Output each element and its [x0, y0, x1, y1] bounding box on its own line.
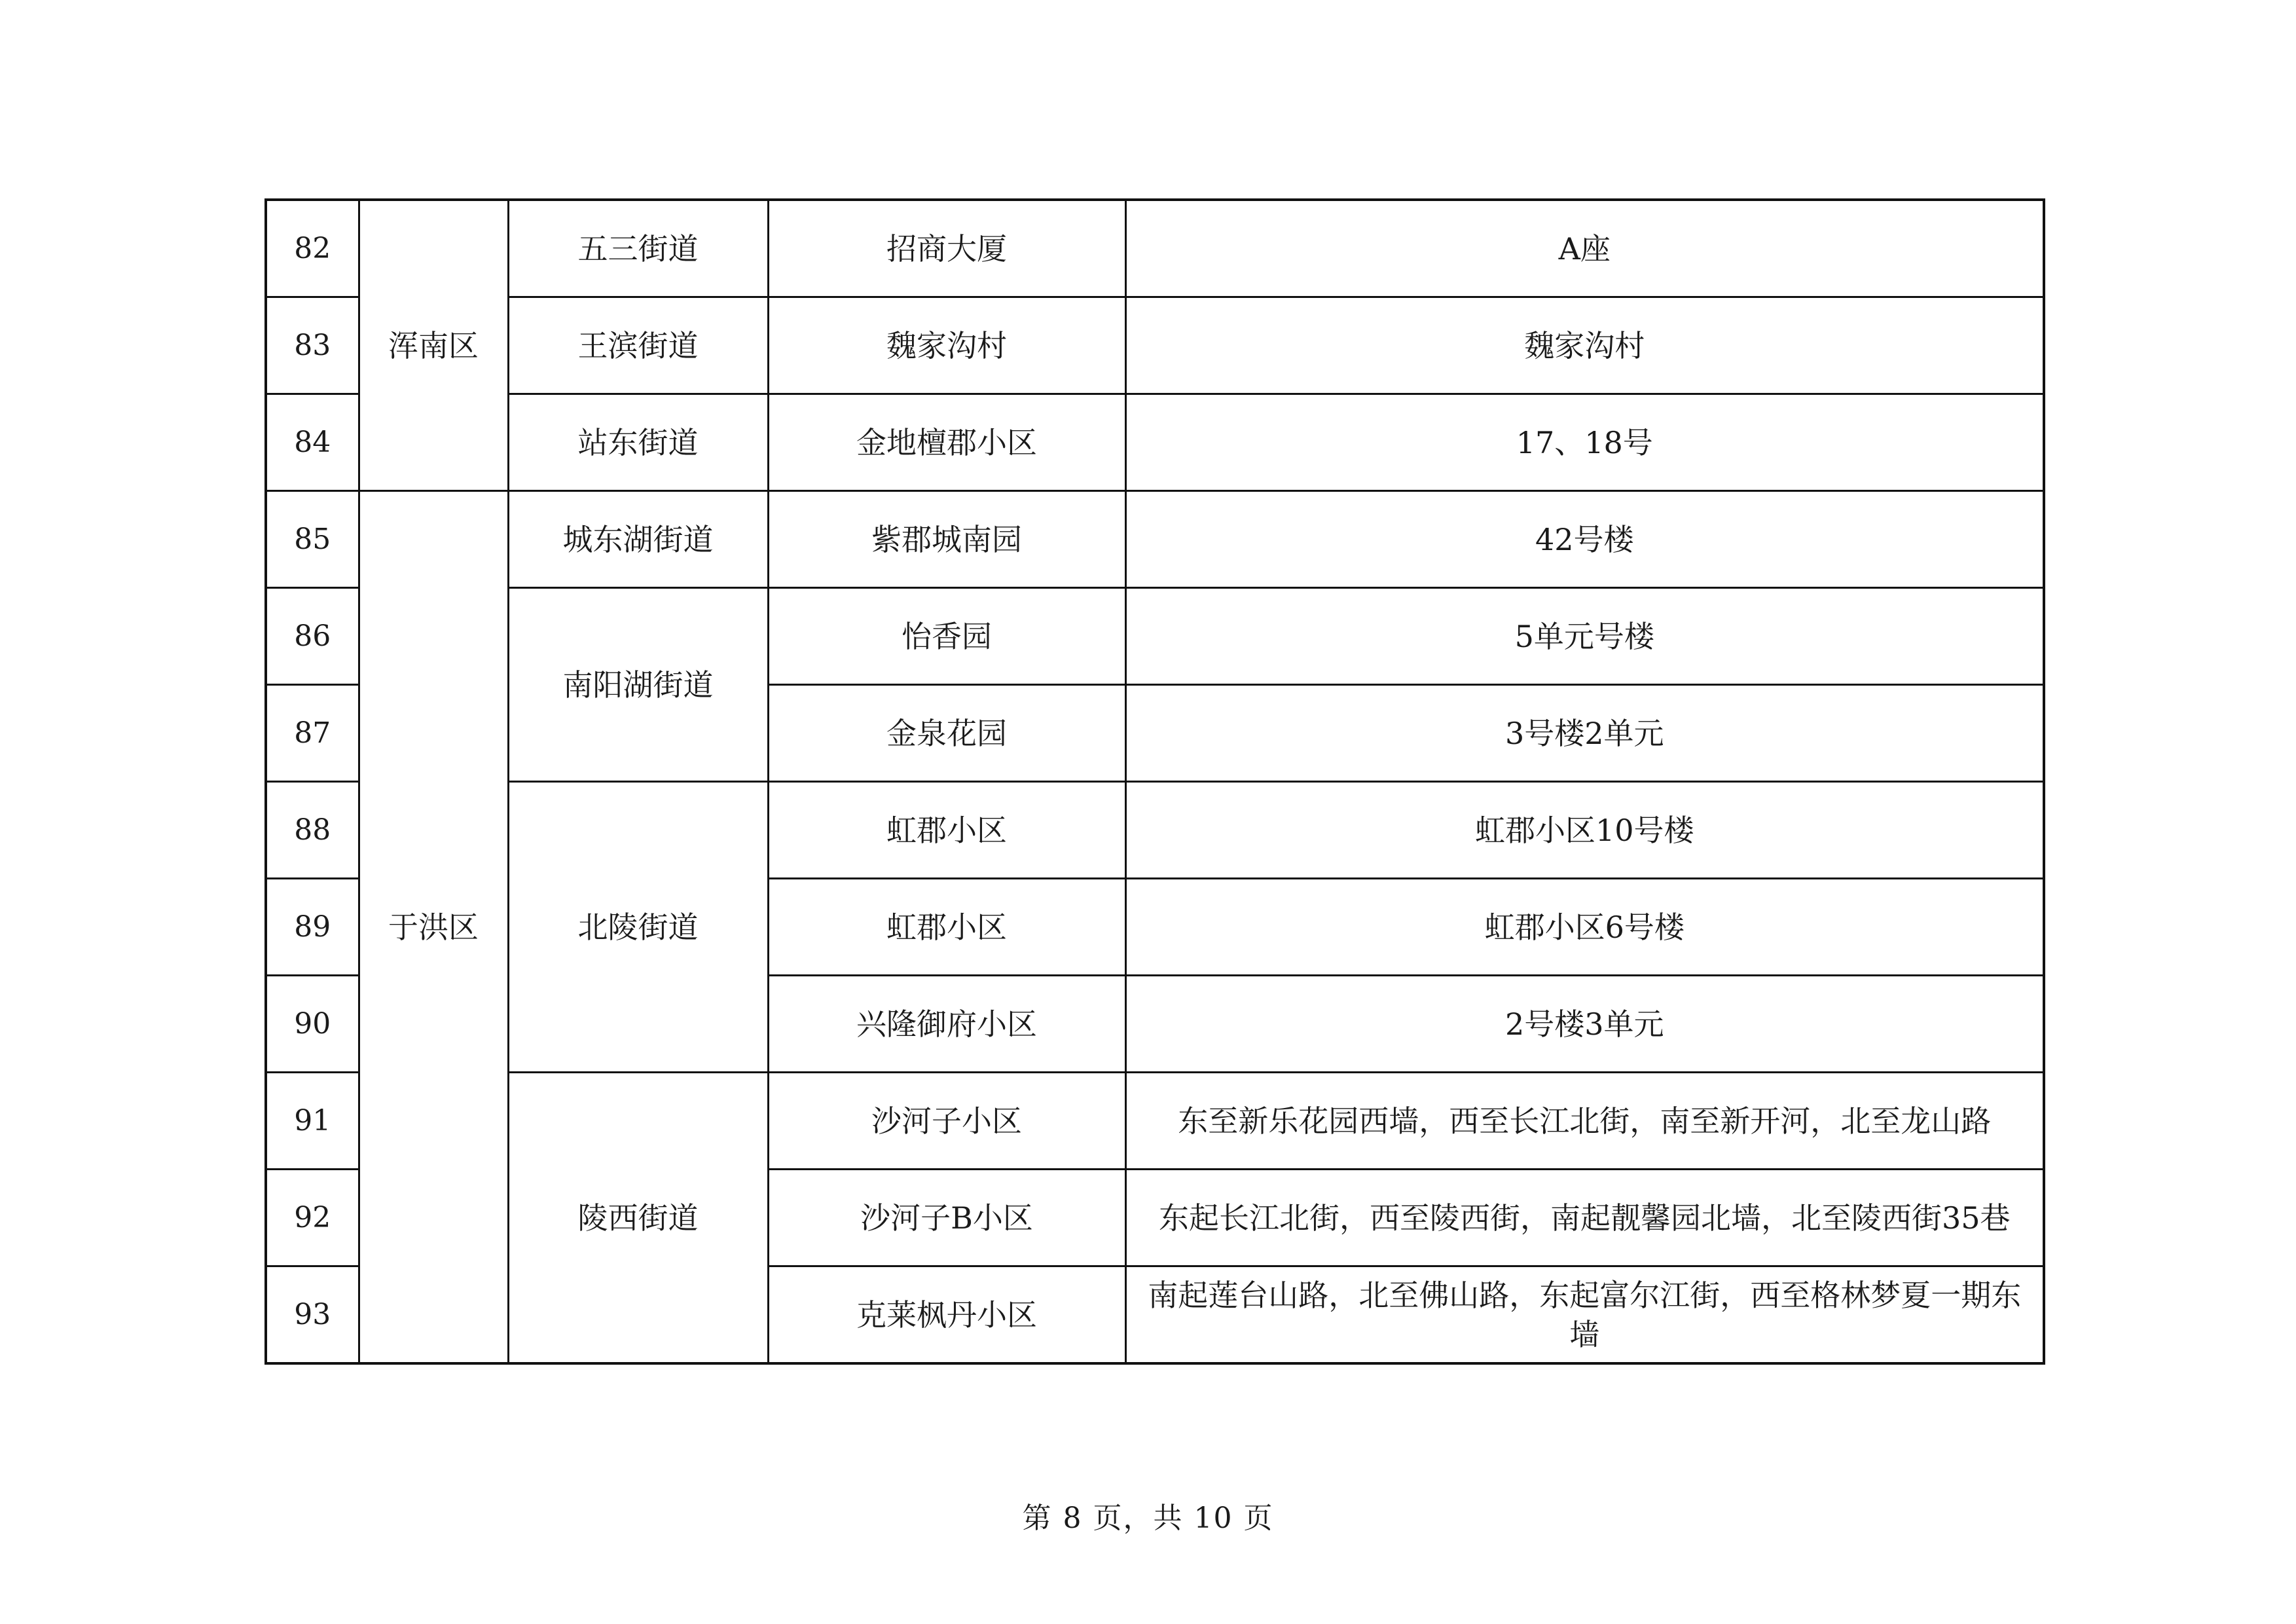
row-number: 86	[266, 588, 359, 685]
location-cell: 虹郡小区6号楼	[1125, 879, 2044, 976]
row-number: 85	[266, 491, 359, 588]
location-cell: 虹郡小区10号楼	[1125, 782, 2044, 879]
community-cell: 招商大厦	[768, 200, 1125, 297]
community-cell: 金泉花园	[768, 685, 1125, 782]
location-cell: 42号楼	[1125, 491, 2044, 588]
table-row	[266, 394, 2044, 491]
row-number: 93	[266, 1266, 359, 1364]
location-cell: 南起莲台山路，北至佛山路，东起富尔江街，西至格林梦夏一期东墙	[1125, 1266, 2044, 1364]
row-number: 92	[266, 1170, 359, 1266]
community-cell: 怡香园	[768, 588, 1125, 685]
community-cell: 沙河子B小区	[768, 1170, 1125, 1266]
location-cell: A座	[1125, 200, 2044, 297]
table-row	[266, 297, 2044, 394]
row-number: 89	[266, 879, 359, 976]
location-cell: 3号楼2单元	[1125, 685, 2044, 782]
community-cell: 兴隆御府小区	[768, 976, 1125, 1073]
street-cell: 北陵街道	[508, 782, 768, 1073]
community-cell: 克莱枫丹小区	[768, 1266, 1125, 1364]
row-number: 88	[266, 782, 359, 879]
location-cell: 东至新乐花园西墙，西至长江北街，南至新开河，北至龙山路	[1125, 1073, 2044, 1170]
row-number: 90	[266, 976, 359, 1073]
location-cell: 魏家沟村	[1125, 297, 2044, 394]
location-cell: 2号楼3单元	[1125, 976, 2044, 1073]
district-cell: 浑南区	[359, 200, 508, 491]
row-number: 91	[266, 1073, 359, 1170]
community-cell: 紫郡城南园	[768, 491, 1125, 588]
street-cell: 王滨街道	[508, 297, 768, 394]
community-cell: 虹郡小区	[768, 782, 1125, 879]
row-number: 82	[266, 200, 359, 297]
street-cell: 南阳湖街道	[508, 588, 768, 782]
table-row	[266, 782, 2044, 879]
table-row	[266, 200, 2044, 297]
location-cell: 17、18号	[1125, 394, 2044, 491]
row-number: 87	[266, 685, 359, 782]
community-cell: 魏家沟村	[768, 297, 1125, 394]
street-cell: 五三街道	[508, 200, 768, 297]
table-row	[266, 491, 2044, 588]
data-table	[264, 198, 2045, 1365]
row-number: 84	[266, 394, 359, 491]
table-row	[266, 588, 2044, 685]
community-cell: 虹郡小区	[768, 879, 1125, 976]
street-cell: 陵西街道	[508, 1073, 768, 1364]
location-cell: 东起长江北街，西至陵西街，南起靓馨园北墙，北至陵西街35巷	[1125, 1170, 2044, 1266]
community-cell: 沙河子小区	[768, 1073, 1125, 1170]
community-cell: 金地檀郡小区	[768, 394, 1125, 491]
street-cell: 站东街道	[508, 394, 768, 491]
table-row	[266, 1073, 2044, 1170]
district-cell: 于洪区	[359, 491, 508, 1364]
street-cell: 城东湖街道	[508, 491, 768, 588]
location-cell: 5单元号楼	[1125, 588, 2044, 685]
row-number: 83	[266, 297, 359, 394]
page-number-footer: 第 8 页，共 10 页	[1022, 1502, 1274, 1535]
